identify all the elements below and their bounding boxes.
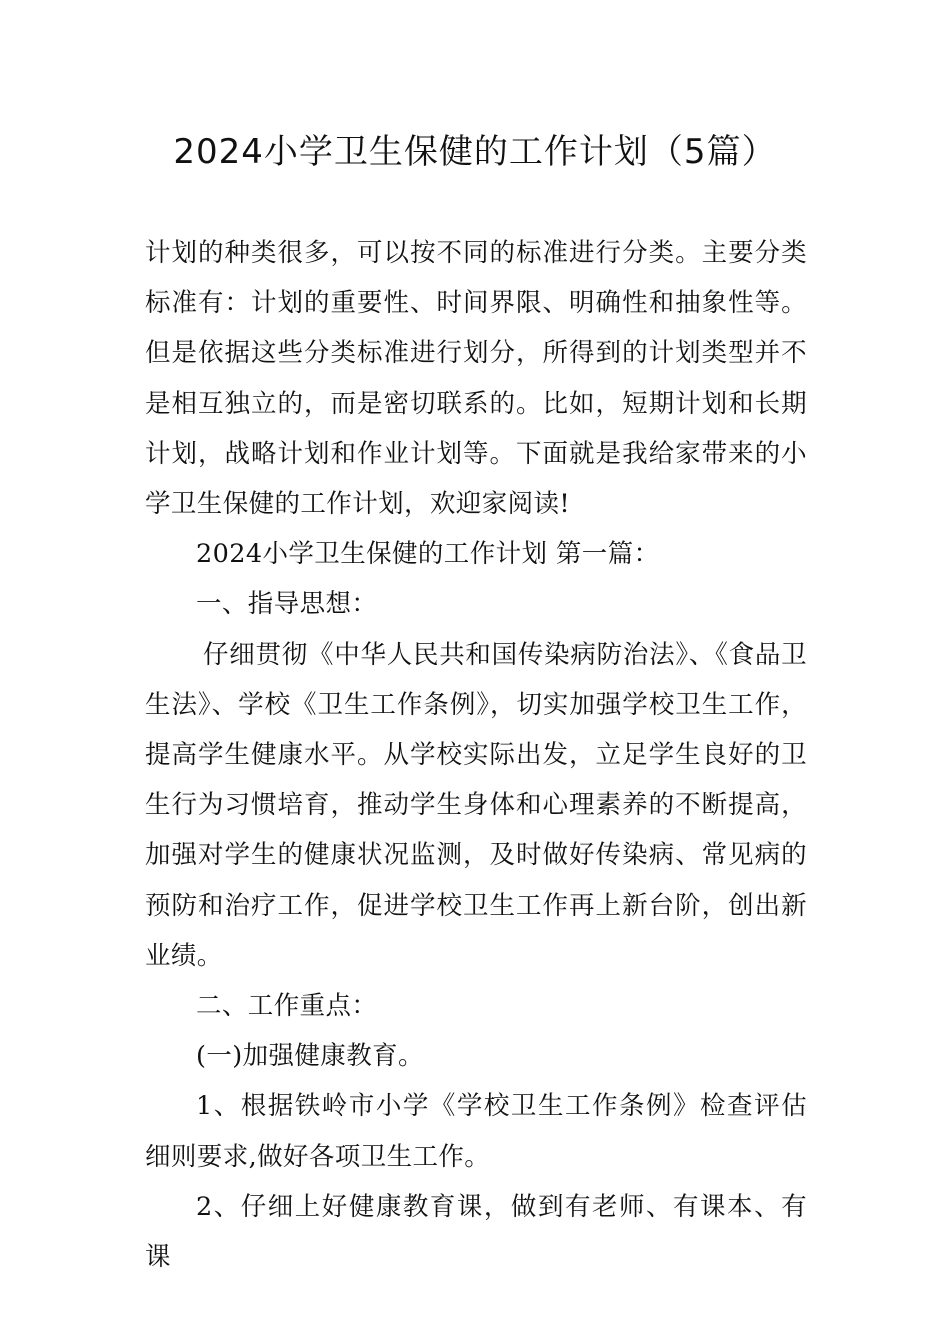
document-title: 2024小学卫生保健的工作计划（5篇）: [173, 132, 777, 172]
heading-work-focus: 二、工作重点：: [196, 991, 378, 1022]
subheading-health-education: (一)加强健康教育。: [196, 1041, 424, 1072]
list-item-1: 1、根据铁岭市小学《学校卫生工作条例》检查评估细则要求,做好各项卫生工作。: [145, 1091, 807, 1172]
section-heading-first-plan: 2024小学卫生保健的工作计划 第一篇：: [196, 539, 660, 570]
heading-guiding-ideology: 一、指导思想：: [196, 589, 378, 620]
guiding-ideology-paragraph: 仔细贯彻《中华人民共和国传染病防治法》、《食品卫生法》、学校《卫生工作条例》，切实加强学校卫生工作，提高学生健康水平。从学校实际出发，立足学生良好的卫生行为习惯培育，推动学生身体和心理素养的不断提高，加强对学生的健康状况监测，及时做好传染病、常见病的预防和治疗工作，促进学校卫生工作再上新台阶，创出新业绩。: [145, 639, 807, 971]
list-item-2: 2、仔细上好健康教育课，做到有老师、有课本、有课: [145, 1191, 807, 1273]
document-body: [145, 228, 807, 1282]
intro-paragraph: 计划的种类很多，可以按不同的标准进行分类。主要分类标准有：计划的重要性、时间界限、明确性和抽象性等。但是依据这些分类标准进行划分，所得到的计划类型并不是相互独立的，而是密切联系的。比如，短期计划和长期计划，战略计划和作业计划等。下面就是我给家带来的小学卫生保健的工作计划，欢迎家阅读!: [145, 238, 807, 520]
